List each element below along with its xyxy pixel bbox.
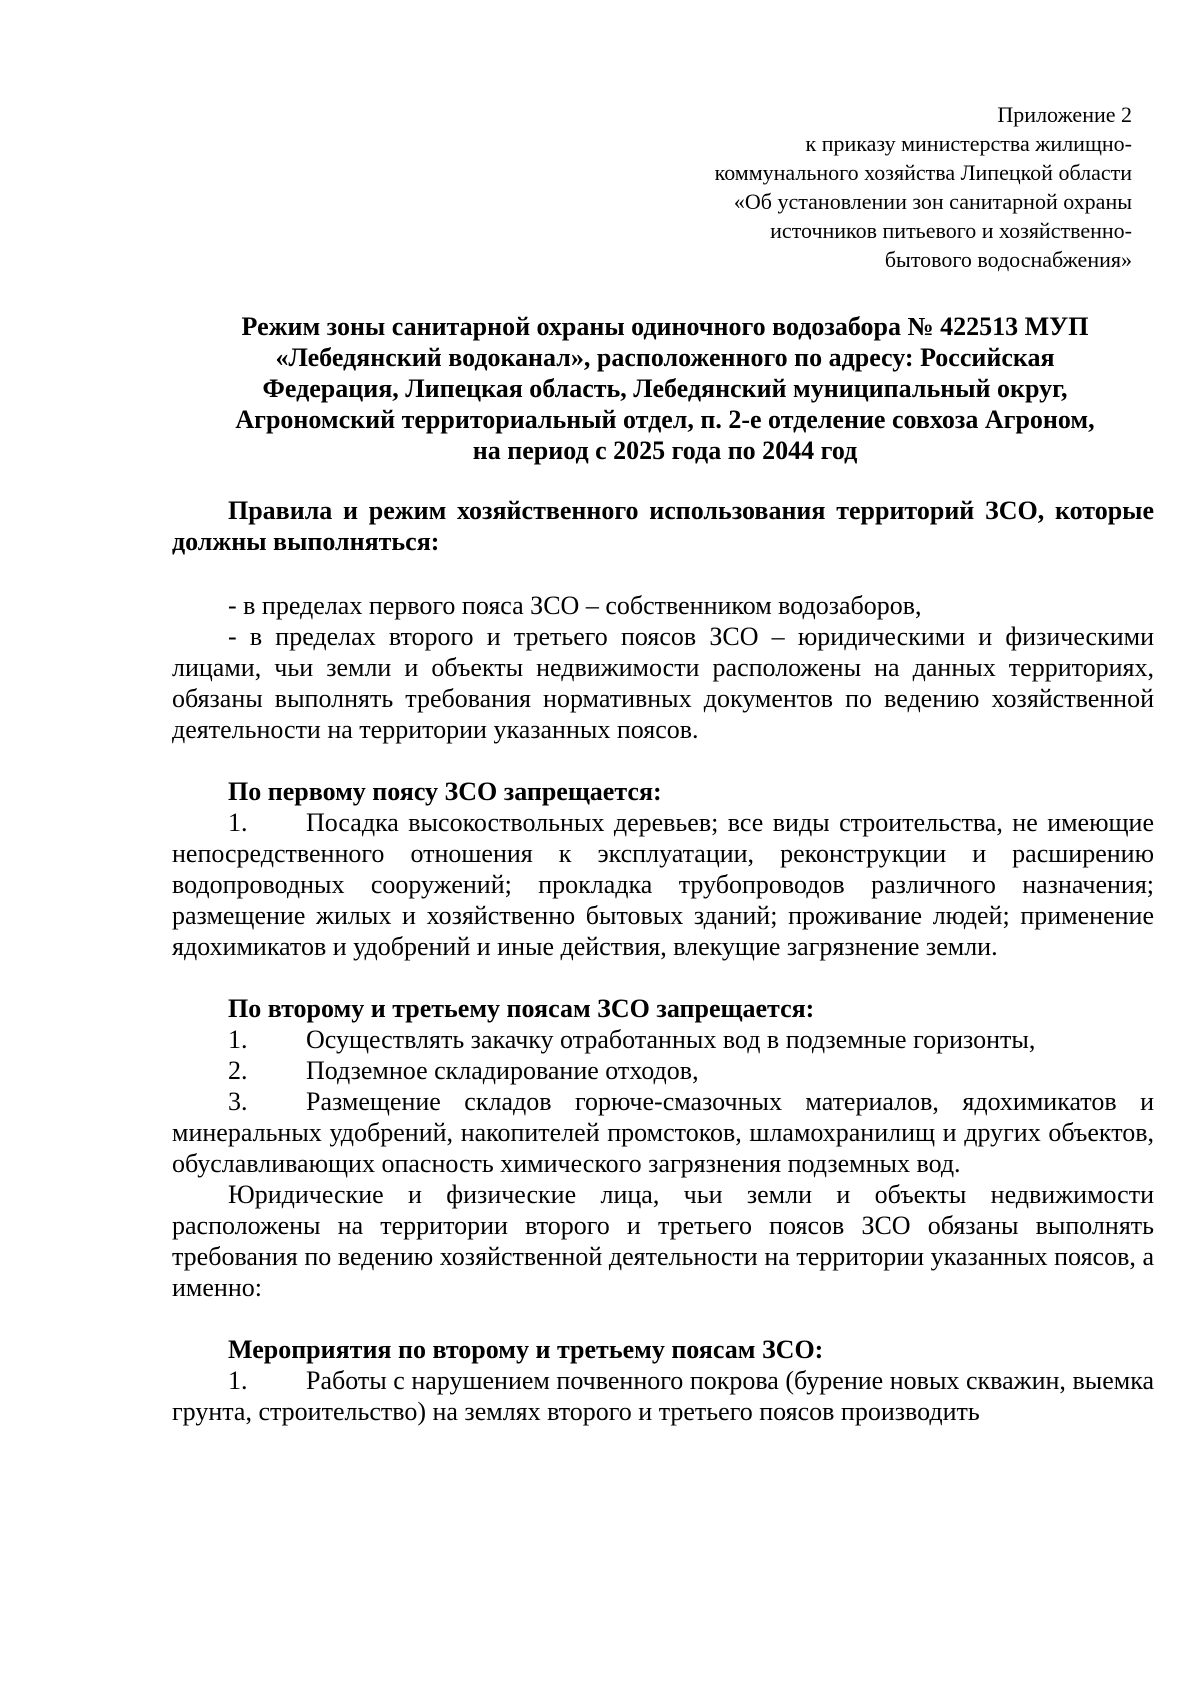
- measures-item: [172, 1365, 1154, 1427]
- appendix-line: к приказу министерства жилищно-: [805, 131, 1132, 156]
- rules-heading: Правила и режим хозяйственного использования территорий ЗСО, которые должны выполняться:: [172, 496, 1154, 556]
- title-line: на период с 2025 года по 2044 год: [472, 436, 858, 465]
- appendix-line: Приложение 2: [997, 102, 1132, 127]
- item-text: Размещение складов горюче-смазочных материалов, ядохимикатов и минеральных удобрений, накопителей промстоков, шламохранилищ и других объектов, обуславливающих опасность химического загрязнения подземных вод.: [172, 1087, 1154, 1178]
- document-title: [172, 311, 1154, 466]
- appendix-block: [172, 100, 1132, 274]
- item-text: Посадка высокоствольных деревьев; все виды строительства, не имеющие непосредственного отношения к эксплуатации, реконструкции и расширению водопроводных сооружений; прокладка трубопроводов различного назначения; размещение жилых и хозяйственно бытовых зданий; проживание людей; применение ядохимикатов и удобрений и иные действия, влекущие загрязнение земли.: [172, 808, 1154, 961]
- appendix-line: «Об установлении зон санитарной охраны: [733, 189, 1132, 214]
- item-number: 2.: [228, 1056, 248, 1085]
- rules-item: - в пределах второго и третьего поясов ЗСО – юридическими и физическими лицами, чьи земли и объекты недвижимости расположены на данных территориях, обязаны выполнять требования нормативных документов по ведению хозяйственной деятельности на территории указанных поясов.: [172, 622, 1154, 744]
- item-number: 1.: [228, 808, 248, 837]
- second-third-belt-item: [172, 1086, 1154, 1179]
- item-text: Работы с нарушением почвенного покрова (бурение новых скважин, выемка грунта, строительство) на землях второго и третьего поясов производить: [172, 1366, 1154, 1426]
- second-third-belt-item: [172, 1024, 1154, 1055]
- measures-heading: Мероприятия по второму и третьему поясам ЗСО:: [228, 1335, 824, 1364]
- appendix-line: бытового водоснабжения»: [884, 247, 1132, 272]
- title-line: Агрономский территориальный отдел, п. 2-е отделение совхоза Агроном,: [235, 405, 1095, 434]
- item-number: 3.: [228, 1087, 248, 1116]
- rules-item: - в пределах первого пояса ЗСО – собственником водозаборов,: [228, 591, 922, 620]
- item-text: Подземное складирование отходов,: [306, 1056, 699, 1085]
- second-third-belt-item: [172, 1055, 1154, 1086]
- first-belt-heading: По первому поясу ЗСО запрещается:: [228, 777, 662, 806]
- item-number: 1.: [228, 1025, 248, 1054]
- title-line: Режим зоны санитарной охраны одиночного водозабора № 422513 МУП: [241, 312, 1089, 341]
- item-text: Осуществлять закачку отработанных вод в подземные горизонты,: [306, 1025, 1036, 1054]
- appendix-line: коммунального хозяйства Липецкой области: [714, 160, 1132, 185]
- title-line: «Лебедянский водоканал», расположенного по адресу: Российская: [275, 343, 1055, 372]
- document-page: [172, 100, 1154, 1427]
- title-line: Федерация, Липецкая область, Лебедянский муниципальный округ,: [262, 374, 1068, 403]
- appendix-line: источников питьевого и хозяйственно-: [770, 218, 1132, 243]
- item-number: 1.: [228, 1366, 248, 1395]
- first-belt-item: [172, 807, 1154, 962]
- second-third-belt-heading: По второму и третьему поясам ЗСО запрещается:: [228, 994, 815, 1023]
- second-third-belt-paragraph: Юридические и физические лица, чьи земли и объекты недвижимости расположены на территории второго и третьего поясов ЗСО обязаны выполнять требования по ведению хозяйственной деятельности на территории указанных поясов, а именно:: [172, 1180, 1154, 1302]
